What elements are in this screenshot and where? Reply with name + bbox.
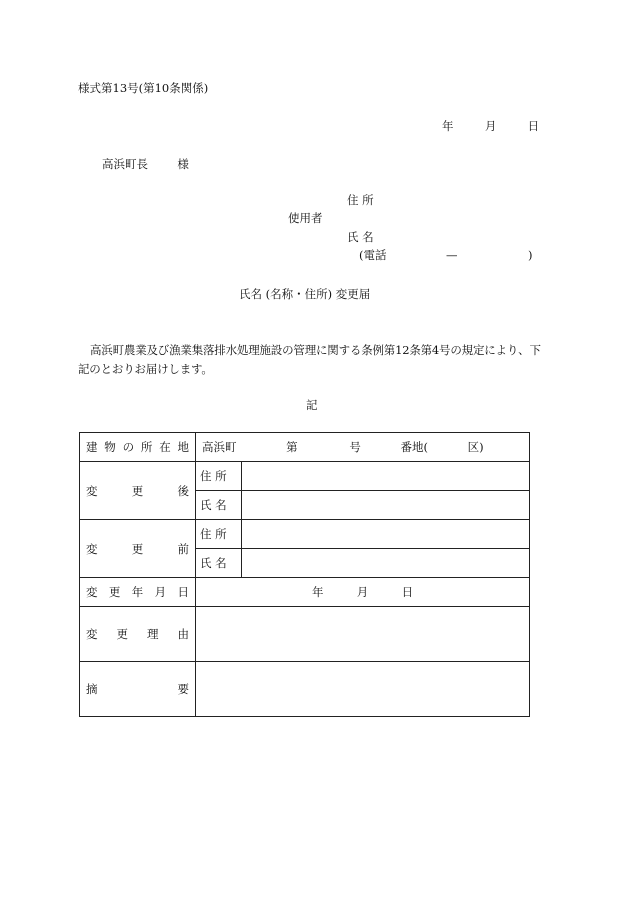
label-char: の [122, 440, 135, 454]
row-change-reason [80, 607, 530, 662]
label-char: 後 [177, 483, 189, 498]
label-char: 更 [108, 585, 121, 599]
applicant-phone-close: ) [528, 248, 533, 262]
document-title: 氏名 (名称・住所) 変更届 [239, 287, 371, 301]
label-char: 変 [86, 585, 98, 599]
location-go: 号 [349, 440, 361, 454]
after-name-field[interactable] [242, 491, 530, 520]
location-town: 高浜町 [202, 440, 237, 454]
location-ku: 区) [467, 440, 484, 454]
label-char: 変 [86, 483, 98, 498]
label-char: 物 [104, 440, 116, 454]
submission-date [442, 119, 539, 133]
applicant-name-label: 氏 名 [347, 230, 374, 244]
before-address-sublabel: 住 所 [196, 520, 242, 549]
label-char: 年 [131, 585, 144, 599]
applicant-phone-dash: — [446, 248, 458, 262]
remarks-label [80, 662, 196, 717]
date-day-label: 日 [527, 119, 540, 133]
change-reason-field[interactable] [196, 607, 530, 662]
label-char: 更 [131, 541, 144, 556]
row-after-address [80, 462, 530, 491]
applicant-phone-open: (電話 [359, 248, 387, 262]
change-date-label [80, 578, 196, 607]
before-name-sublabel: 氏 名 [196, 549, 242, 578]
label-char: 建 [86, 440, 98, 454]
after-change-label [80, 462, 196, 520]
label-char: 更 [116, 627, 128, 641]
label-char: 前 [177, 541, 189, 556]
after-address-field[interactable] [242, 462, 530, 491]
row-building-location [80, 433, 530, 462]
remarks-field[interactable] [196, 662, 530, 717]
addressee-name: 高浜町長 [102, 157, 148, 171]
after-name-sublabel: 氏 名 [196, 491, 242, 520]
building-location-label [80, 433, 196, 462]
label-char: 由 [177, 627, 189, 641]
ki-heading: 記 [306, 398, 318, 412]
row-before-address [80, 520, 530, 549]
change-date-field[interactable] [196, 578, 530, 607]
applicant-address-label: 住 所 [347, 193, 374, 207]
label-char: 地 [177, 440, 189, 454]
before-name-field[interactable] [242, 549, 530, 578]
after-address-sublabel: 住 所 [196, 462, 242, 491]
label-char: 更 [131, 483, 144, 498]
before-address-field[interactable] [242, 520, 530, 549]
addressee [102, 157, 189, 171]
label-char: 変 [86, 541, 98, 556]
form-number: 様式第13号(第10条関係) [78, 81, 209, 95]
building-location-value[interactable] [196, 433, 530, 462]
body-text: 高浜町農業及び漁業集落排水処理施設の管理に関する条例第12条第4号の規定により、下記のとおりお届けします。 [78, 343, 541, 376]
row-change-date [80, 578, 530, 607]
label-char: 摘 [86, 682, 98, 696]
label-char: 要 [177, 682, 189, 696]
change-form-table [79, 432, 530, 717]
label-char: 理 [147, 627, 159, 641]
change-date-day: 日 [401, 585, 414, 599]
label-char: 在 [159, 440, 171, 454]
location-dai: 第 [286, 440, 298, 454]
label-char: 日 [177, 585, 189, 599]
label-char: 変 [86, 627, 98, 641]
addressee-honorific: 様 [177, 157, 189, 171]
change-reason-label [80, 607, 196, 662]
label-char: 所 [140, 440, 153, 454]
label-char: 月 [154, 585, 167, 599]
before-change-label [80, 520, 196, 578]
date-month-label: 月 [484, 119, 497, 133]
location-banchi: 番地( [400, 440, 428, 454]
applicant-role-label: 使用者 [288, 211, 323, 225]
date-year-label: 年 [442, 119, 454, 133]
row-remarks [80, 662, 530, 717]
change-date-month: 月 [356, 585, 369, 599]
change-date-year: 年 [311, 585, 324, 599]
